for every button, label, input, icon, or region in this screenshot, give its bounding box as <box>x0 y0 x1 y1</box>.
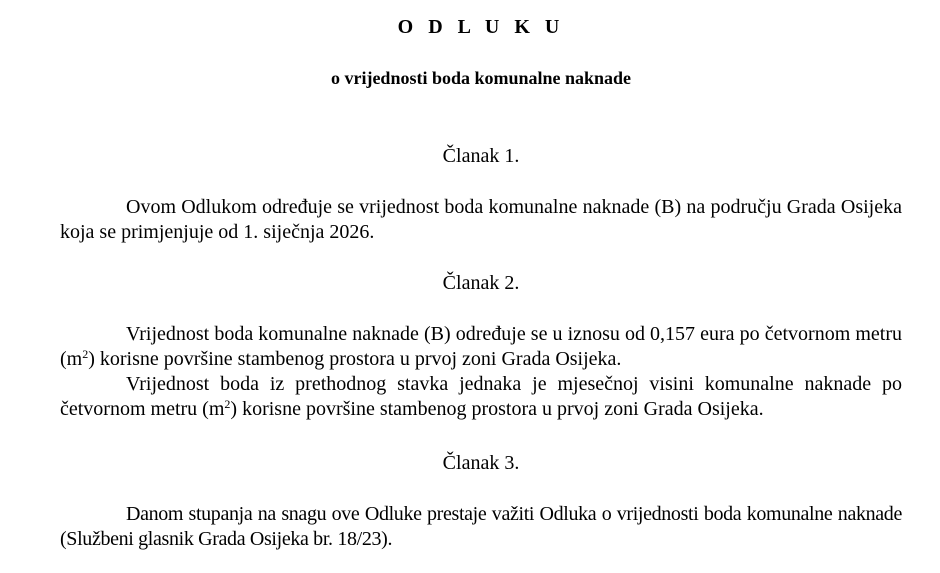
document-subtitle: o vrijednosti boda komunalne naknade <box>330 68 632 88</box>
article-2-paragraph-2 <box>60 372 902 422</box>
document-title: O D L U K U <box>397 16 565 38</box>
article-3-paragraph-1: Danom stupanja na snagu ove Odluke prestaje važiti Odluka o vrijednosti boda komunalne naknade (Službeni glasnik Grada Osijeka br. 18/23). <box>60 503 902 550</box>
superscript-exponent: 2 <box>224 397 231 411</box>
paragraph-text: ) korisne površine stambenog prostora u prvoj zoni Grada Osijeka. <box>230 398 764 420</box>
article-1-paragraph-1: Ovom Odlukom određuje se vrijednost boda komunalne naknade (B) na području Grada Osijeka koja se primjenjuje od 1. siječnja 2026. <box>60 196 902 243</box>
article-2-paragraph-1 <box>60 322 902 372</box>
article-3-heading: Članak 3. <box>442 452 520 474</box>
article-2-heading: Članak 2. <box>442 272 520 294</box>
paragraph-text: Vrijednost boda komunalne naknade (B) određuje se u iznosu od 0,157 eura po četvornom metru (m <box>60 323 902 370</box>
article-1-heading: Članak 1. <box>442 145 520 167</box>
superscript-exponent: 2 <box>82 347 89 361</box>
paragraph-text: ) korisne površine stambenog prostora u prvoj zoni Grada Osijeka. <box>88 348 622 370</box>
paragraph-text: Vrijednost boda iz prethodnog stavka jednaka je mjesečnoj visini komunalne naknade po četvornom metru (m <box>60 373 902 420</box>
